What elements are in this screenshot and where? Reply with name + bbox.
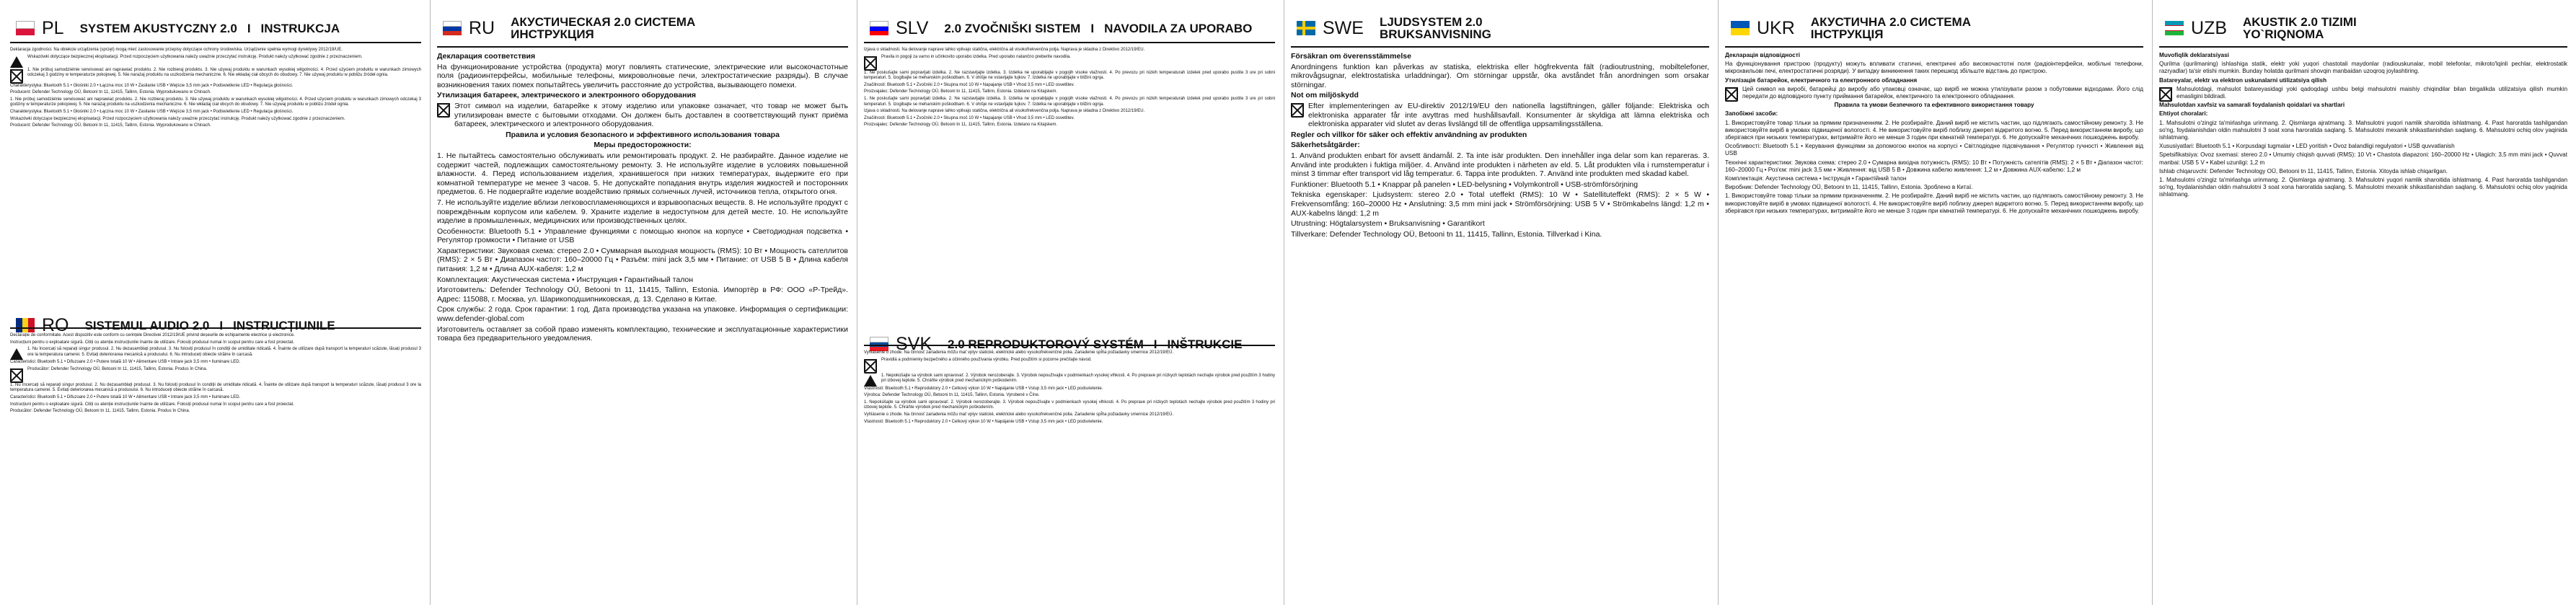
flag-pl-icon (16, 21, 35, 35)
language-code: SVK (896, 333, 932, 354)
column-ukr (1725, 0, 2143, 605)
column-slv-svk (864, 0, 1275, 605)
language-code: SWE (1323, 17, 1364, 38)
section-header-pl (10, 17, 421, 39)
crossed-bin-icon (1291, 103, 1304, 118)
section-header-ukr (1725, 17, 2143, 39)
warning-icon (10, 56, 23, 68)
section-header-slv (864, 17, 1275, 39)
section-title: LJUDSYSTEM 2.0 BRUKSANVISNING (1379, 15, 1491, 41)
column-uzb (2159, 0, 2567, 605)
flag-ukr-icon (1731, 21, 1750, 35)
warning-icon (864, 375, 877, 387)
section-body-ru: Декларация соответствия На функционирование устройства (продукта) могут повлиять статические, электрические или высокочастотные поля (радиоинтерфейсы, мобильные телефоны, микроволновые печи, электростатические разряды). В случае возникновения таких помех попытайтесь увеличить расстояние до устройства, вызывающего помехи. Утилизация батареек, электрического и электронного оборудования Этот символ на изделии, батарейке к этому изделию или упаковке означает, что товар не может быть утилизирован вместе с бытовыми отходами. Он должен быть доставлен в соответствующий пункт приёма батареек, электрического и электронного оборудования. Правила и условия безопасного и эффективного использования товара Меры предосторожности: 1. Не пытайтесь самостоятельно обслуживать или ремонтировать продукт. 2. Не разбирайте. Данное изделие не содержит частей, подлежащих самостоятельному ремонту. 3. Не используйте изделие в условиях повышенной влажности. 4. Перед использованием изделия, хранившегося при низких температурах, выдержите его при комнатной температуре не менее 3 часов. 5. Не допускайте попадания внутрь изделия жидкостей и посторонних предметов. 6. Не подвергайте изделие воздействию прямых солнечных лучей, источников тепла, открытого огня. 7. Не используйте изделие вблизи легковоспламеняющихся и взрывоопасных веществ. 8. Не используйте продукт с повреждённым корпусом или кабелем. 9. Храните изделие в недоступном для детей месте. 10. Не используйте изделие в промышленных, медицинских или производственных целях. Особенности: Bluetooth 5.1 • Управление функциями с помощью кнопок на корпусе • Светодиодная подсветка • Регулятор громкости • Питание от USB Характеристики: Звуковая схема: стерео 2.0 • Суммарная выходная мощность (RMS): 10 Вт • Мощность сателлитов (RMS): 2 × 5 Вт • Диапазон частот: 160–20000 Гц • Разъём: mini jack 3,5 мм • Питание: от USB 5 В • Длина кабеля питания: 1,2 м • Длина AUX-кабеля: 1,2 м Комплектация: Акустическая система • Инструкция • Гарантийный талон Изготовитель: Defender Technology OÜ, Betooni tn 11, 11415, Tallinn, Estonia. Импортёр в РФ: ООО «Р-Трейд». Адрес: 115088, г. Москва, ул. Шарикоподшипниковская, д. 13. Сделано в Китае. Срок службы: 2 года. Срок гарантии: 1 год. Дата производства указана на упаковке. Информация о сертификации: www.defender-global.com Изготовитель оставляет за собой право изменять комплектацию, технические и эксплуатационные характеристики товара без предварительного уведомления. (437, 52, 848, 343)
section-header-ru (437, 17, 848, 39)
section-body-swe: Försäkran om överensstämmelse Anordningens funktion kan påverkas av statiska, elektriska eller högfrekventa fält (radioutrustning, mobiltelefoner, mikrovågsugnar, elektrostatiska urladdningar). Om störningar uppstår, öka avståndet från anordningen som orsakar störningar. Not om miljöskydd Efter implementeringen av EU-direktiv 2012/19/EU den nationella lagstiftningen, gäller följande: Elektriska och elektroniska apparater får inte avyttras med hushållsavfall. Konsumenter är skyldiga att lämna elektriska och elektroniska apparater vid slutet av deras livslängd till de offentliga uppsamlingsställena. Regler och villkor för säker och effektiv användning av produkten Säkerhetsåtgärder: 1. Använd produkten enbart för avsett ändamål. 2. Ta inte isär produkten. Den innehåller inga delar som kan repareras. 3. Använd inte produkten i fuktiga miljöer. 4. Använd inte produkten i närheten av eld. 5. Låt produkten vila i rumstemperatur i minst 3 timmar efter transport vid låg temperatur. 6. Tappa inte produkten. 7. Använd inte produkten med skadad kabel. Funktioner: Bluetooth 5.1 • Knappar på panelen • LED-belysning • Volymkontroll • USB-strömförsörjning Tekniska egenskaper: Ljudsystem: stereo 2.0 • Total uteffekt (RMS): 10 W • Satellituteffekt (RMS): 2 × 5 W • Frekvensomfång: 160–20000 Hz • Anslutning: 3,5 mm mini jack • Strömförsörjning: USB 5 V • Strömkabelns längd: 1,2 m • AUX-kabelns längd: 1,2 m Utrustning: Högtalarsystem • Bruksanvisning • Garantikort Tillverkare: Defender Technology OÜ, Betooni tn 11, 11415, Tallinn, Estonia. Tillverkad i Kina. (1291, 52, 1709, 239)
crossed-bin-icon (1725, 87, 1738, 102)
section-title: SYSTEM AKUSTYCZNY 2.0 I INSTRUKCJA (79, 21, 340, 35)
section-body-slv: Izjava o skladnosti. Na delovanje naprave lahko vplivajo statična, električna ali visokofrekvenčna polja. Naprava je skladna z Direktivo 2012/19/EU. Pravila in pogoji za varno in učinkovito uporabo izdelka. Pred uporabo natančno preberite navodila. 1. Ne poskušajte sami popravljati izdelka. 2. Ne razstavljajte izdelka. 3. Izdelka ne uporabljajte v pogojih visoke vlažnosti. 4. Po prevozu pri nizkih temperaturah izdelek pred uporabo pustite 3 ure pri sobni temperaturi. 5. Izogibajte se mehanskim poškodbam. 6. V ohišje ne vstavljajte tujkov. 7. Izdelka ne uporabljajte v bližini ognja. Značilnosti: Bluetooth 5.1 • Zvočniki 2.0 • Skupna moč 10 W • Napajanje USB • Vhod 3,5 mm • LED osvetlitev. Proizvajalec: Defender Technology OÜ, Betooni tn 11, 11415, Tallinn, Estonia. Izdelano na Kitajskem. 1. Ne poskušajte sami popravljati izdelka. 2. Ne razstavljajte izdelka. 3. Izdelka ne uporabljajte v pogojih visoke vlažnosti. 4. Po prevozu pri nizkih temperaturah izdelek pred uporabo pustite 3 ure pri sobni temperaturi. 5. Izogibajte se mehanskim poškodbam. 6. V ohišje ne vstavljajte tujkov. 7. Izdelka ne uporabljajte v bližini ognja. Izjava o skladnosti. Na delovanje naprave lahko vplivajo statična, električna ali visokofrekvenčna polja. Naprava je skladna z Direktivo 2012/19/EU. Značilnosti: Bluetooth 5.1 • Zvočniki 2.0 • Skupna moč 10 W • Napajanje USB • Vhod 3,5 mm • LED osvetlitev. Proizvajalec: Defender Technology OÜ, Betooni tn 11, 11415, Tallinn, Estonia. Izdelano na Kitajskem. (864, 48, 1275, 128)
flag-uzb-icon (2165, 21, 2184, 35)
crossed-bin-icon (864, 359, 877, 374)
crossed-bin-icon (864, 56, 877, 71)
section-title: 2.0 REPRODUKTOROVÝ SYSTÉM I INŠTRUKCIE (948, 337, 1243, 351)
column-pl-ro (10, 0, 421, 605)
section-title: АКУСТИЧЕСКАЯ 2.0 СИСТЕМА ИНСТРУКЦИЯ (511, 15, 696, 41)
section-title: 2.0 ZVOČNIŠKI SISTEM I NAVODILA ZA UPORABO (944, 21, 1253, 35)
column-ru (437, 0, 848, 605)
section-title: АКУСТИЧНА 2.0 СИСТЕМА ІНСТРУКЦІЯ (1810, 15, 1971, 41)
flag-ru-icon (443, 21, 462, 35)
language-code: SLV (896, 17, 929, 38)
section-header-uzb (2159, 17, 2567, 39)
section-body-svk: Vyhlásenie o zhode. Na činnosť zariadenia môžu mať vplyv statické, elektrické alebo vysokofrekvenčné polia. Zariadenie spĺňa požiadavky smernice 2012/19/EÚ. Pravidlá a podmienky bezpečného a účinného používania výrobku. Pred použitím si pozorne prečítajte návod. 1. Nepokúšajte sa výrobok sami opravovať. 2. Výrobok nerozoberajte. 3. Výrobok nepoužívajte v podmienkach vysokej vlhkosti. 4. Po preprave pri nízkych teplotách nechajte výrobok pred použitím 3 hodiny pri izbovej teplote. 5. Chráňte výrobok pred mechanickým poškodením. Vlastnosti: Bluetooth 5.1 • Reproduktory 2.0 • Celkový výkon 10 W • Napájanie USB • Vstup 3,5 mm jack • LED podsvietenie. Výrobca: Defender Technology OÜ, Betooni tn 11, 11415, Tallinn, Estonia. Vyrobené v Číne. 1. Nepokúšajte sa výrobok sami opravovať. 2. Výrobok nerozoberajte. 3. Výrobok nepoužívajte v podmienkach vysokej vlhkosti. 4. Po preprave pri nízkych teplotách nechajte výrobok pred použitím 3 hodiny pri izbovej teplote. 5. Chráňte výrobok pred mechanickým poškodením. Vyhlásenie o zhode. Na činnosť zariadenia môžu mať vplyv statické, elektrické alebo vysokofrekvenčné polia. Zariadenie spĺňa požiadavky smernice 2012/19/EÚ. Vlastnosti: Bluetooth 5.1 • Reproduktory 2.0 • Celkový výkon 10 W • Napájanie USB • Vstup 3,5 mm jack • LED podsvietenie. (864, 350, 1275, 424)
crossed-bin-icon (10, 368, 23, 383)
section-body-pl: Deklaracja zgodności. Na obiekcie urządzenia (sprzęt) mogą mieć zastosowanie przepisy dotyczące ochrony środowiska. Urządzenie spełnia wymogi dyrektywy 2012/19/UE. Wskazówki dotyczące bezpiecznej eksploatacji. Przed rozpoczęciem użytkowania należy uważnie przeczytać instrukcję. Produkt należy użytkować zgodnie z przeznaczeniem. 1. Nie próbuj samodzielnie serwisować ani naprawiać produktu. 2. Nie rozbieraj produktu. 3. Nie używaj produktu w warunkach wysokiej wilgotności. 4. Przed użyciem produktu w warunkach zimowych odczekaj 3 godziny w temperaturze pokojowej. 5. Nie narażaj produktu na uszkodzenia mechaniczne. 6. Nie wkładaj ciał obcych do obudowy. 7. Nie używaj produktu w pobliżu źródeł ognia. Charakterystyka: Bluetooth 5.1 • Głośniki 2.0 • Łączna moc 10 W • Zasilanie USB • Wejście 3,5 mm jack • Podświetlenie LED • Regulacja głośności. Producent: Defender Technology OÜ, Betooni tn 11, 11415, Tallinn, Estonia. Wyprodukowano w Chinach. 1. Nie próbuj samodzielnie serwisować ani naprawiać produktu. 2. Nie rozbieraj produktu. 3. Nie używaj produktu w warunkach wysokiej wilgotności. 4. Przed użyciem produktu w warunkach zimowych odczekaj 3 godziny w temperaturze pokojowej. 5. Nie narażaj produktu na uszkodzenia mechaniczne. 6. Nie wkładaj ciał obcych do obudowy. 7. Nie używaj produktu w pobliżu źródeł ognia. Charakterystyka: Bluetooth 5.1 • Głośniki 2.0 • Łączna moc 10 W • Zasilanie USB • Wejście 3,5 mm jack • Podświetlenie LED • Regulacja głośności. Wskazówki dotyczące bezpiecznej eksploatacji. Przed rozpoczęciem użytkowania należy uważnie przeczytać instrukcję. Produkt należy użytkować zgodnie z przeznaczeniem. Producent: Defender Technology OÜ, Betooni tn 11, 11415, Tallinn, Estonia. Wyprodukowano w Chinach. (10, 48, 421, 128)
warning-icon (10, 348, 23, 360)
flag-swe-icon (1297, 21, 1315, 35)
crossed-bin-icon (437, 103, 450, 118)
language-code: UZB (2191, 17, 2227, 38)
section-title: AKUSTIK 2.0 TIZIMI YO`RIQNOMA (2243, 15, 2357, 41)
flag-slv-icon (870, 21, 888, 35)
crossed-bin-icon (2159, 87, 2172, 102)
language-code: RU (469, 17, 495, 38)
section-body-ro: Declarație de conformitate. Acest dispozitiv este conform cu cerințele Directivei 2012/19/UE privind deșeurile de echipamente electrice și electronice. Instrucțiuni pentru o exploatare sigură. Citiți cu atenție instrucțiunile înainte de utilizare. Folosiți produsul numai în scopul pentru care a fost proiectat. 1. Nu încercați să reparați singur produsul. 2. Nu dezasamblați produsul. 3. Nu folosiți produsul în condiții de umiditate ridicată. 4. Înainte de utilizare după transport la temperaturi scăzute, lăsați produsul 3 ore la temperatura camerei. 5. Evitați deteriorarea mecanică a produsului. 6. Nu introduceți obiecte străine în carcasă. Caracteristici: Bluetooth 5.1 • Difuzoare 2.0 • Putere totală 10 W • Alimentare USB • Intrare jack 3,5 mm • Iluminare LED. Producător: Defender Technology OÜ, Betooni tn 11, 11415, Tallinn, Estonia. Produs în China. 1. Nu încercați să reparați singur produsul. 2. Nu dezasamblați produsul. 3. Nu folosiți produsul în condiții de umiditate ridicată. 4. Înainte de utilizare după transport la temperaturi scăzute, lăsați produsul 3 ore la temperatura camerei. 5. Evitați deteriorarea mecanică a produsului. 6. Nu introduceți obiecte străine în carcasă. Caracteristici: Bluetooth 5.1 • Difuzoare 2.0 • Putere totală 10 W • Alimentare USB • Intrare jack 3,5 mm • Iluminare LED. Instrucțiuni pentru o exploatare sigură. Citiți cu atenție instrucțiunile înainte de utilizare. Folosiți produsul numai în scopul pentru care a fost proiectat. Producător: Defender Technology OÜ, Betooni tn 11, 11415, Tallinn, Estonia. Produs în China. (10, 333, 421, 414)
language-code: UKR (1757, 17, 1795, 38)
language-code: RO (42, 314, 69, 335)
section-body-uzb: Muvofiqlik deklaratsiyasi Qurilma (qurilmaning) ishlashiga statik, elektr yoki yuqori chastotali maydonlar (radiouskunalar, mobil telefonlar, mikroto'lqinli pechlar, elektrostatik razryadlar) ta'sir etishi mumkin. Bunday holatda qurilmani shovqin manbaidan uzoqroq joylashtiring. Batareyalar, elektr va elektron uskunalarni utilizatsiya qilish Mahsulotdagi, mahsulot batareyasidagi yoki qadoqdagi ushbu belgi mahsulotni maishiy chiqindilar bilan birgalikda utilizatsiya qilish mumkin emasligini bildiradi. Mahsulotdan xavfsiz va samarali foydalanish qoidalari va shartlari Ehtiyot choralari: 1. Mahsulotni o'zingiz ta'mirlashga urinmang. 2. Qismlarga ajratmang. 3. Mahsulotni yuqori namlik sharoitida ishlatmang. 4. Past haroratda tashilgandan so'ng, foydalanishdan oldin mahsulotni 3 soat xona haroratida saqlang. 5. Mahsulotni mexanik shikastlanishdan saqlang. 6. Mahsulotni ochiq olov yaqinida ishlatmang. Xususiyatlari: Bluetooth 5.1 • Korpusdagi tugmalar • LED yoritish • Ovoz balandligi regulyatori • USB quvvatlanish Spetsifikatsiya: Ovoz sxemasi: stereo 2.0 • Umumiy chiqish quvvati (RMS): 10 Vt • Chastota diapazoni: 160–20000 Hz • Ulagich: 3,5 mm mini jack • Quvvat manbai: USB 5 V • Kabel uzunligi: 1,2 m Ishlab chiqaruvchi: Defender Technology OÜ, Betooni tn 11, 11415, Tallinn, Estonia. Xitoyda ishlab chiqarilgan. 1. Mahsulotni o'zingiz ta'mirlashga urinmang. 2. Qismlarga ajratmang. 3. Mahsulotni yuqori namlik sharoitida ishlatmang. 4. Past haroratda tashilgandan so'ng, foydalanishdan oldin mahsulotni 3 soat xona haroratida saqlang. 5. Mahsulotni mexanik shikastlanishdan saqlang. 6. Mahsulotni ochiq olov yaqinida ishlatmang. (2159, 52, 2567, 198)
column-swe (1291, 0, 1709, 605)
section-header-swe (1291, 17, 1709, 39)
crossed-bin-icon (10, 69, 23, 84)
section-body-ukr: Декларація відповідності На функціонування пристрою (продукту) можуть впливати статичні, електричні або високочастотні поля (радіоінтерфейси, мобільні телефони, мікрохвильові печі, електростатичні розряди). У випадку виникнення таких перешкод збільште відстань до пристрою. Утилізація батарейок, електричного та електронного обладнання Цей символ на виробі, батарейці до виробу або упаковці означає, що виріб не можна утилізувати разом з побутовими відходами. Його слід передати до відповідного пункту приймання батарейок, електричного та електронного обладнання. Правила та умови безпечного та ефективного використання товару Запобіжні засоби: 1. Використовуйте товар тільки за прямим призначенням. 2. Не розбирайте. Даний виріб не містить частин, що підлягають самостійному ремонту. 3. Не використовуйте виріб в умовах підвищеної вологості. 4. Не використовуйте виріб поблизу джерел відкритого вогню. 5. Перед використанням виробу, що зберігався при низьких температурах, витримайте його не менше 3 годин при кімнатній температурі. 6. Не допускайте механічних пошкоджень виробу. Особливості: Bluetooth 5.1 • Керування функціями за допомогою кнопок на корпусі • Світлодіодне підсвічування • Регулятор гучності • Живлення від USB Технічні характеристики: Звукова схема: стерео 2.0 • Сумарна вихідна потужність (RMS): 10 Вт • Потужність сателітів (RMS): 2 × 5 Вт • Діапазон частот: 160–20000 Гц • Роз'єм: mini jack 3,5 мм • Живлення: від USB 5 В • Довжина кабелю живлення: 1,2 м • Довжина AUX-кабелю: 1,2 м Комплектація: Акустична система • Інструкція • Гарантійний талон Виробник: Defender Technology OÜ, Betooni tn 11, 11415, Tallinn, Estonia. Зроблено в Китаї. 1. Використовуйте товар тільки за прямим призначенням. 2. Не розбирайте. Даний виріб не містить частин, що підлягають самостійному ремонту. 3. Не використовуйте виріб в умовах підвищеної вологості. 4. Не використовуйте виріб поблизу джерел відкритого вогню. 5. Перед використанням виробу, що зберігався при низьких температурах, витримайте його не менше 3 годин при кімнатній температурі. 6. Не допускайте механічних пошкоджень виробу. (1725, 52, 2143, 214)
section-title: SISTEMUL AUDIO 2.0 I INSTRUCȚIUNILE (84, 318, 335, 332)
language-code: PL (42, 17, 64, 38)
